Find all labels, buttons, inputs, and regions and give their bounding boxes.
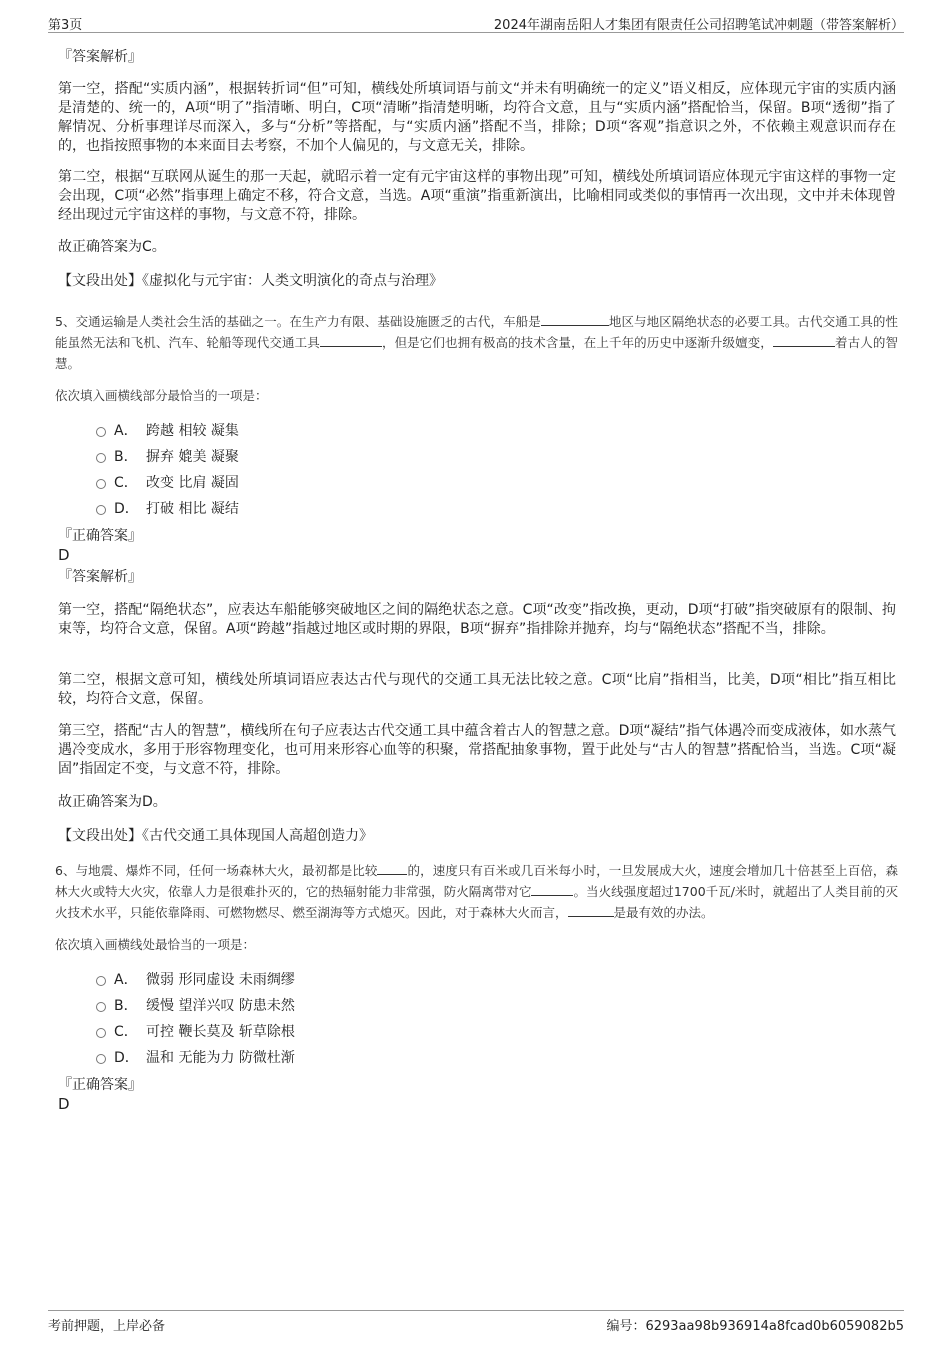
source-citation: 【文段出处】《虚拟化与元宇宙：人类文明演化的奇点与治理》 xyxy=(58,273,443,289)
fill-blank xyxy=(773,334,835,347)
analysis-label: 『答案解析』 xyxy=(58,569,142,585)
conclusion: 故正确答案为D。 xyxy=(58,794,167,810)
radio-button[interactable] xyxy=(96,427,106,437)
page-header xyxy=(48,12,904,33)
fill-blank xyxy=(568,904,614,917)
fill-blank xyxy=(377,862,407,875)
analysis-paragraph: 第一空，搭配“隔绝状态”，应表达车船能够突破地区之间的隔绝状态之意。C项“改变”指改换，更动，D项“打破”指突破原有的限制、拘束等，均符合文意，保留。A项“跨越”指越过地区或时期的界限，B项“摒弃”指排除并抛弃，均与“隔绝状态”搭配不当，排除。 xyxy=(58,602,896,637)
question-instruction: 依次填入画横线处最恰当的一项是： xyxy=(55,937,256,952)
footer-slogan: 考前押题，上岸必备 xyxy=(48,1319,166,1334)
fill-blank xyxy=(320,334,382,347)
fill-blank xyxy=(541,313,609,326)
radio-button[interactable] xyxy=(96,1028,106,1038)
radio-button[interactable] xyxy=(96,976,106,986)
fill-blank xyxy=(531,883,573,896)
question-6-stem: 6、与地震、爆炸不同，任何一场森林大火，最初都是比较 的，速度只有百米或几百米每小时，一旦发展成大火，速度会增加几十倍甚至上百倍，森林大火或特大火灾，依靠人力是很难扑灭的，它的热辐射能力非常强，防火隔离带对它 。当火线强度超过1700千瓦/米时，就超出了人类目前的灭火技术水平，只能依靠降雨、可燃物燃尽、燃至湖海等方式熄灭。因此，对于森林大火而言， 是最有效的办法。 xyxy=(55,863,898,920)
question-instruction: 依次填入画横线部分最恰当的一项是： xyxy=(55,388,268,403)
radio-button[interactable] xyxy=(96,1054,106,1064)
analysis-paragraph: 第二空，根据“互联网从诞生的那一天起，就昭示着一定有元宇宙这样的事物出现”可知，横线处所填词语应体现元宇宙这样的事物一定会出现，C项“必然”指事理上确定不移，符合文意，当选。A项“重演”指重新演出，比喻相同或类似的事情再一次出现，文中并未体现曾经出现过元宇宙这样的事物，与文意不符，排除。 xyxy=(58,169,896,223)
source-citation: 【文段出处】《古代交通工具体现国人高超创造力》 xyxy=(58,828,373,844)
document-title: 2024年湖南岳阳人才集团有限责任公司招聘笔试冲刺题（带答案解析） xyxy=(493,18,904,33)
radio-button[interactable] xyxy=(96,479,106,489)
analysis-paragraph: 第二空，根据文意可知，横线处所填词语应表达古代与现代的交通工具无法比较之意。C项“比肩”指相当，比美，D项“相比”指互相比较，均符合文意，保留。 xyxy=(58,672,896,707)
correct-answer: D xyxy=(58,1095,70,1113)
correct-answer-label: 『正确答案』 xyxy=(58,1077,142,1093)
document-id: 编号：6293aa98b936914a8fcad0b6059082b5 xyxy=(606,1319,904,1334)
correct-answer: D xyxy=(58,546,70,564)
radio-button[interactable] xyxy=(96,453,106,463)
conclusion: 故正确答案为C。 xyxy=(58,239,166,255)
radio-button[interactable] xyxy=(96,1002,106,1012)
radio-button[interactable] xyxy=(96,505,106,515)
correct-answer-label: 『正确答案』 xyxy=(58,528,142,544)
analysis-paragraph: 第一空，搭配“实质内涵”，根据转折词“但”可知，横线处所填词语与前文“并未有明确统一的定义”语义相反，应体现元宇宙的实质内涵是清楚的、统一的，A项“明了”指清晰、明白，C项“清晰”指清楚明晰，均符合文意，且与“实质内涵”搭配恰当，保留。B项“透彻”指了解情况、分析事理详尽而深入，多与“分析”等搭配，与“实质内涵”搭配不当，排除；D项“客观”指意识之外，不依赖主观意识而存在的，也指按照事物的本来面目去考察，不加个人偏见的，与文意无关，排除。 xyxy=(58,81,896,154)
analysis-paragraph: 第三空，搭配“古人的智慧”，横线所在句子应表达古代交通工具中蕴含着古人的智慧之意。D项“凝结”指气体遇冷而变成液体，如水蒸气遇冷变成水，多用于形容物理变化，也可用来形容心血等的积聚，常搭配抽象事物，置于此处与“古人的智慧”搭配恰当，当选。C项“凝固”指固定不变，与文意不符，排除。 xyxy=(58,723,896,777)
question-5-stem: 5、交通运输是人类社会生活的基础之一。在生产力有限、基础设施匮乏的古代，车船是 地区与地区隔绝状态的必要工具。古代交通工具的性能虽然无法和飞机、汽车、轮船等现代交通工具 ，但是它们也拥有极高的技术含量，在上千年的历史中逐渐升级嬗变， 着古人的智慧。 xyxy=(55,314,898,371)
page-number: 第3页 xyxy=(48,18,83,33)
analysis-label: 『答案解析』 xyxy=(58,49,142,65)
page-footer xyxy=(48,1310,904,1333)
